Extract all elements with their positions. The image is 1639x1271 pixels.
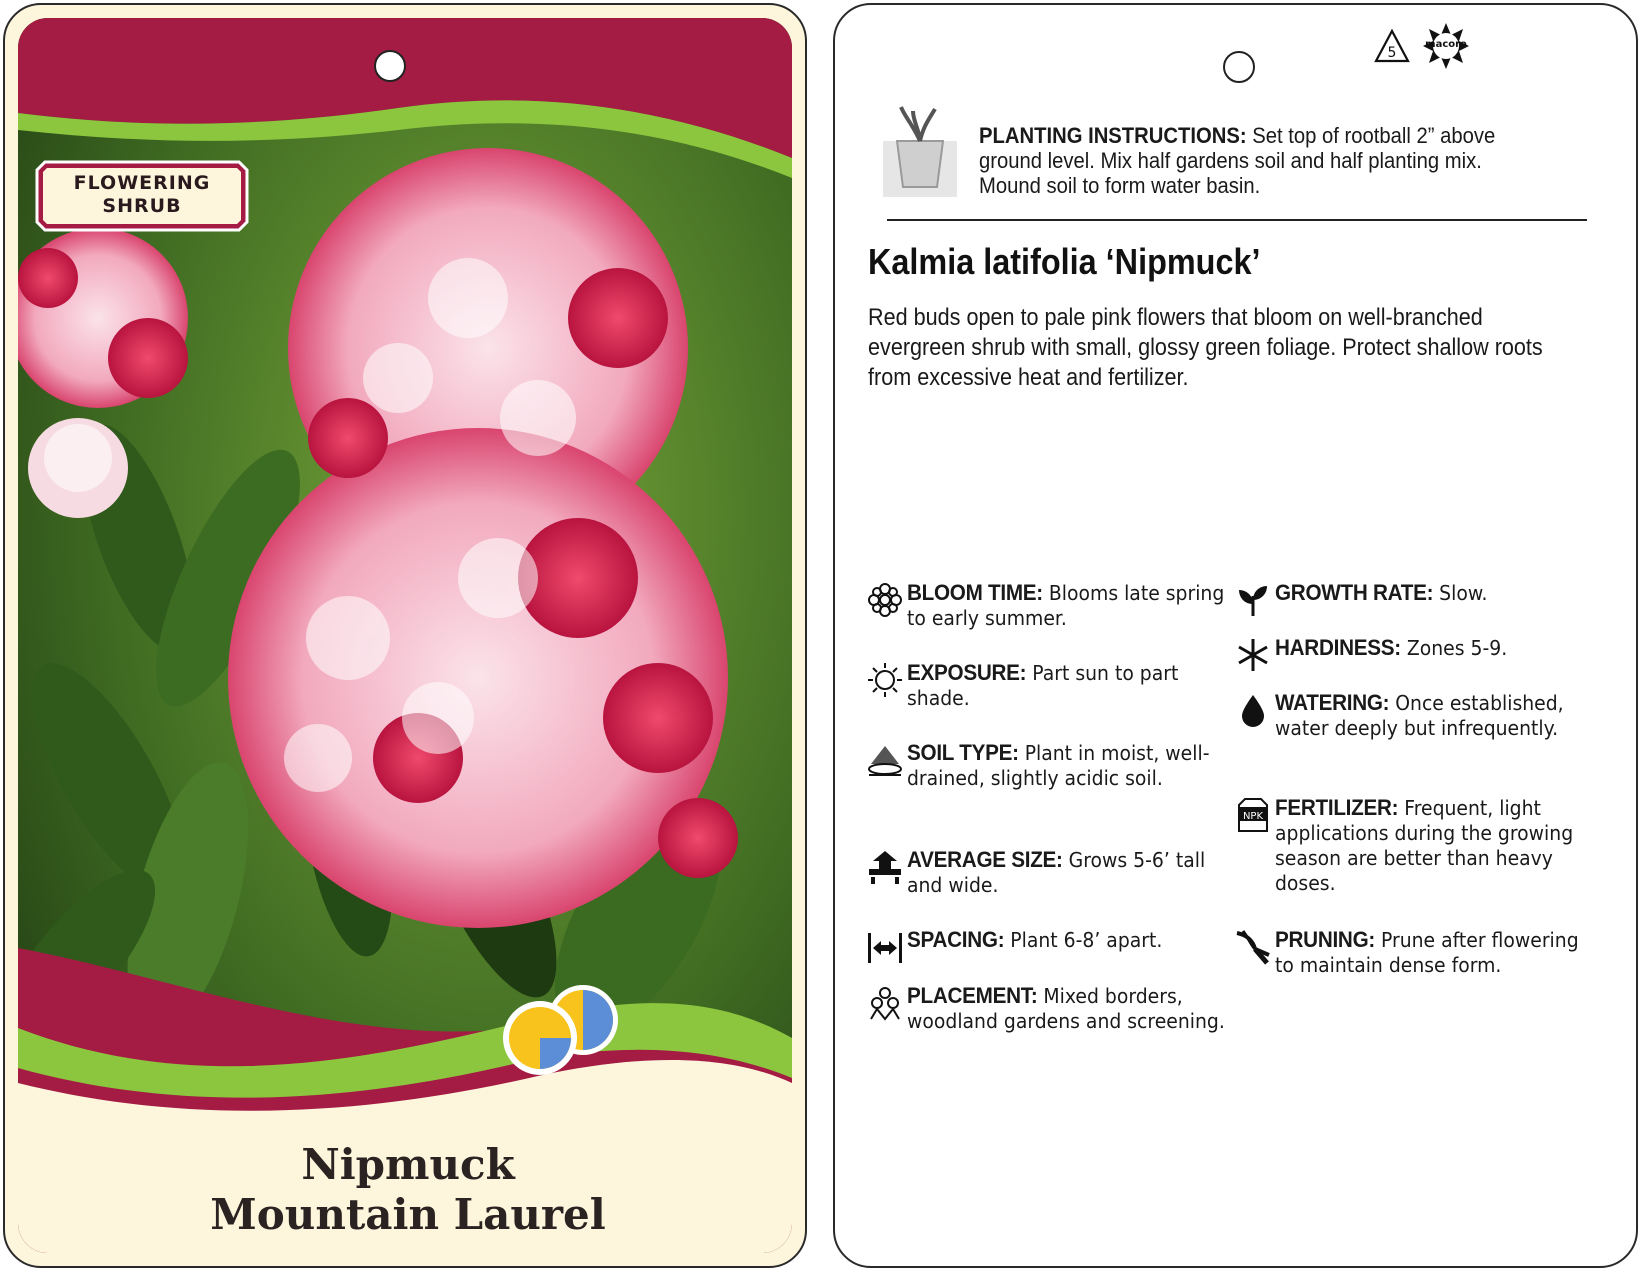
svg-text:NPK: NPK [1242,811,1264,822]
bloom-time-text: Blooms late spring to early summer. [907,581,1225,630]
spacing-label: SPACING: [907,927,1005,952]
hang-hole [374,50,406,82]
part-sun-icon [495,980,635,1080]
soil-type-label: SOIL TYPE: [907,740,1019,765]
pruning-text: Prune after flowering to maintain dense form. [1275,928,1579,977]
watering-label: WATERING: [1275,690,1390,715]
botanical-name: Kalmia latifolia ‘Nipmuck’ [868,241,1261,282]
growth-rate-label: GROWTH RATE: [1275,580,1434,605]
placement-label: PLACEMENT: [907,983,1038,1008]
common-name-line-2: Mountain Laurel [210,1190,606,1239]
bloom-time-label: BLOOM TIME: [907,580,1043,605]
watering-text: Once established, water deeply but infrequently. [1275,691,1564,740]
exposure-label: EXPOSURE: [907,660,1027,685]
category-badge [35,160,249,232]
plant-description: Red buds open to pale pink flowers that bloom on well-branched evergreen shrub with small, glossy green foliage. Protect shallow roots from excessive heat and fertilizer. [868,304,1543,391]
snowflake-icon [1235,637,1271,673]
common-name [5,1140,807,1240]
macore-logo [1421,21,1471,71]
front-tag [3,3,807,1268]
growth-rate-text: Slow. [1433,581,1488,605]
recycle-icon [1372,27,1412,67]
spacing-text: Plant 6-8’ apart. [1004,928,1163,952]
back-tag [833,3,1638,1268]
sprout-icon [1235,582,1271,618]
average-size-label: AVERAGE SIZE: [907,847,1063,872]
placement-icon [867,985,903,1021]
planting-text: Set top of rootball 2” above ground level. Mix half gardens soil and half planting mix. Mound soil to form water basin. [979,123,1496,198]
recycle-number: 5 [1387,45,1397,61]
fertilizer-label: FERTILIZER: [1275,795,1399,820]
exposure-text: Part sun to part shade. [907,661,1179,710]
soil-type-text: Plant in moist, well-drained, slightly acidic soil. [907,741,1210,790]
badge-line-2: SHRUB [102,195,182,217]
spacing-icon [867,929,903,965]
water-drop-icon [1235,692,1271,728]
hang-hole-back [1223,51,1255,83]
planting-heading: PLANTING INSTRUCTIONS: [979,123,1247,148]
average-size-text: Grows 5-6’ tall and wide. [907,848,1206,897]
pruning-label: PRUNING: [1275,927,1376,952]
macore-label: macore [1425,39,1467,50]
pruners-icon [1235,929,1271,965]
hardiness-label: HARDINESS: [1275,635,1401,660]
planting-pot-icon [883,105,957,203]
badge-line-1: FLOWERING [73,172,211,194]
soil-icon [867,742,903,778]
divider [887,219,1587,221]
common-name-line-1: Nipmuck [301,1140,515,1189]
npk-icon [1235,797,1271,833]
planting-instructions [979,123,1549,198]
placement-text: Mixed borders, woodland gardens and screening. [907,984,1225,1033]
sun-icon [867,662,903,698]
hardiness-text: Zones 5-9. [1400,636,1508,660]
size-icon [867,849,903,885]
flower-icon [867,582,903,618]
fertilizer-text: Frequent, light applications during the growing season are better than heavy doses. [1275,796,1574,895]
